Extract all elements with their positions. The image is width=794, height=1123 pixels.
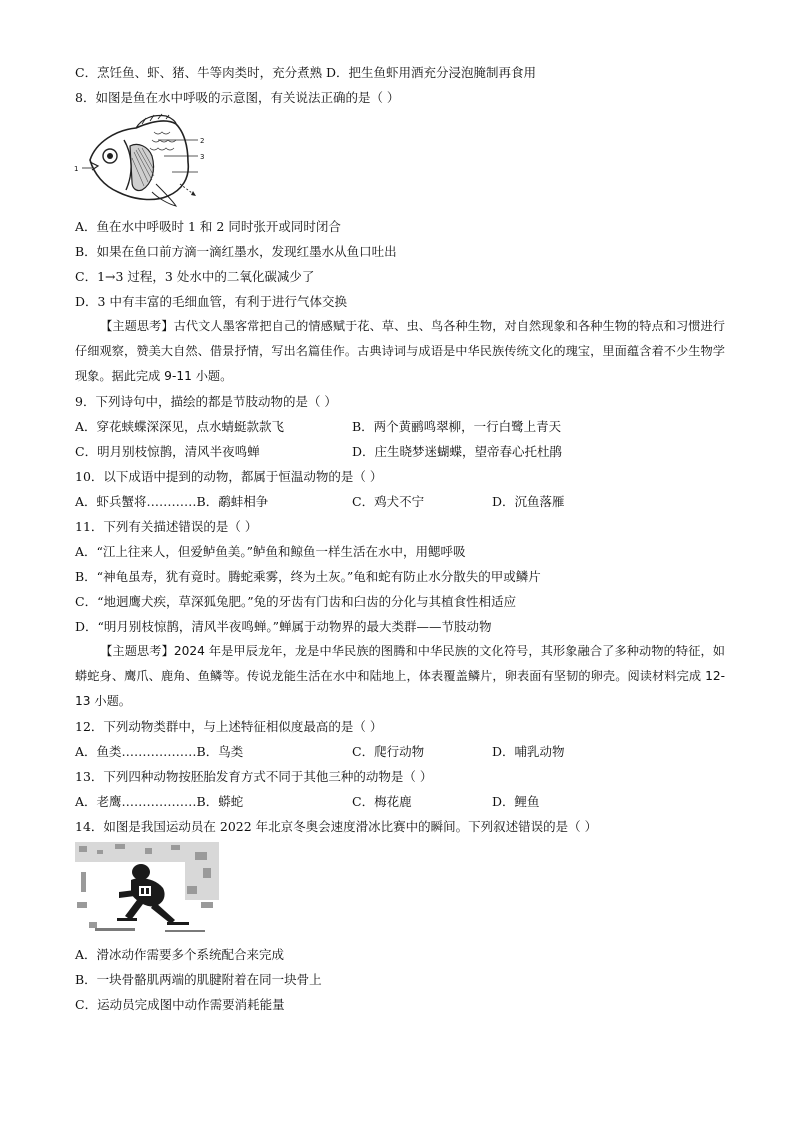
q10-option-a-b: A．虾兵蟹将…………B．鹬蚌相争 <box>75 494 269 509</box>
q14-option-b: B．一块骨骼肌两端的肌腱附着在同一块骨上 <box>75 972 322 987</box>
q11-stem: 11．下列有关描述错误的是（ ） <box>75 519 258 534</box>
q8-stem: 8．如图是鱼在水中呼吸的示意图，有关说法正确的是（ ） <box>75 90 400 105</box>
q13-option-d: D．鲤鱼 <box>492 794 540 809</box>
q12-stem: 12．下列动物类群中，与上述特征相似度最高的是（ ） <box>75 719 383 734</box>
speed-skater-photo <box>75 842 219 938</box>
theme-text-1: 【主题思考】古代文人墨客常把自己的情感赋于花、草、虫、鸟各种生物，对自然现象和各种生物的特点和习惯进行仔细观察，赞美大自然、借景抒情，写出名篇佳作。古典诗词与成语是中华民族传统文化的瑰宝，里面蕴含着不少生物学现象。据此完成 9-11 小题。 <box>75 319 725 383</box>
q9-option-c: C．明月别枝惊鹊，清风半夜鸣蝉 <box>75 444 260 459</box>
q14-stem: 14．如图是我国运动员在 2022 年北京冬奥会速度滑冰比赛中的瞬间。下列叙述错误的是（ ） <box>75 819 598 834</box>
figure-label-2: 2 <box>200 137 205 145</box>
q13-option-a-b: A．老鹰………………B．蟒蛇 <box>75 794 244 809</box>
q12-option-d: D．哺乳动物 <box>492 744 565 759</box>
q12-option-c: C．爬行动物 <box>352 744 425 759</box>
q8-option-a: A．鱼在水中呼吸时 1 和 2 同时张开或同时闭合 <box>75 219 341 234</box>
q10-option-d: D．沉鱼落雁 <box>492 494 565 509</box>
theme-paragraph-1 <box>75 314 725 389</box>
q13-option-c: C．梅花鹿 <box>352 794 412 809</box>
figure-label-1: 1 <box>74 165 79 173</box>
q9-stem: 9．下列诗句中，描绘的都是节肢动物的是（ ） <box>75 394 337 409</box>
q10-stem: 10．以下成语中提到的动物，都属于恒温动物的是（ ） <box>75 469 383 484</box>
figure-label-3: 3 <box>200 153 205 161</box>
q11-option-d: D．“明月别枝惊鹊，清风半夜鸣蝉。”蝉属于动物界的最大类群——节肢动物 <box>75 619 492 634</box>
q7-option-c-d: C．烹饪鱼、虾、猪、牛等肉类时，充分煮熟 D．把生鱼虾用酒充分浸泡腌制再食用 <box>75 65 537 80</box>
q12-option-a-b: A．鱼类………………B．鸟类 <box>75 744 244 759</box>
q9-option-a: A．穿花蛱蝶深深见，点水蜻蜓款款飞 <box>75 419 285 434</box>
q9-option-d: D．庄生晓梦迷蝴蝶，望帝春心托杜鹃 <box>352 444 563 459</box>
q14-option-a: A．滑冰动作需要多个系统配合来完成 <box>75 947 285 962</box>
theme-paragraph-2 <box>75 639 725 714</box>
q11-option-b: B．“神龟虽寿，犹有竟时。腾蛇乘雾，终为土灰。”龟和蛇有防止水分散失的甲或鳞片 <box>75 569 541 584</box>
q8-option-b: B．如果在鱼口前方滴一滴红墨水，发现红墨水从鱼口吐出 <box>75 244 397 259</box>
fish-respiration-figure <box>72 112 212 210</box>
q13-stem: 13．下列四种动物按胚胎发育方式不同于其他三种的动物是（ ） <box>75 769 433 784</box>
q11-option-c: C．“地迥鹰犬疾，草深狐兔肥。”兔的牙齿有门齿和臼齿的分化与其植食性相适应 <box>75 594 517 609</box>
q8-option-d: D．3 中有丰富的毛细血管，有利于进行气体交换 <box>75 294 347 309</box>
q8-option-c: C．1→3 过程，3 处水中的二氧化碳减少了 <box>75 269 315 284</box>
q10-option-c: C．鸡犬不宁 <box>352 494 425 509</box>
q14-option-c: C．运动员完成图中动作需要消耗能量 <box>75 997 285 1012</box>
q11-option-a: A．“江上往来人，但爱鲈鱼美。”鲈鱼和鲸鱼一样生活在水中，用鳃呼吸 <box>75 544 466 559</box>
q9-option-b: B．两个黄鹂鸣翠柳，一行白鹭上青天 <box>352 419 562 434</box>
theme-text-2: 【主题思考】2024 年是甲辰龙年，龙是中华民族的图腾和中华民族的文化符号，其形象融合了多种动物的特征，如蟒蛇身、鹰爪、鹿角、鱼鳞等。传说龙能生活在水中和陆地上，体表覆盖鳞片，卵表面有坚韧的卵壳。阅读材料完成 12-13 小题。 <box>75 644 725 708</box>
